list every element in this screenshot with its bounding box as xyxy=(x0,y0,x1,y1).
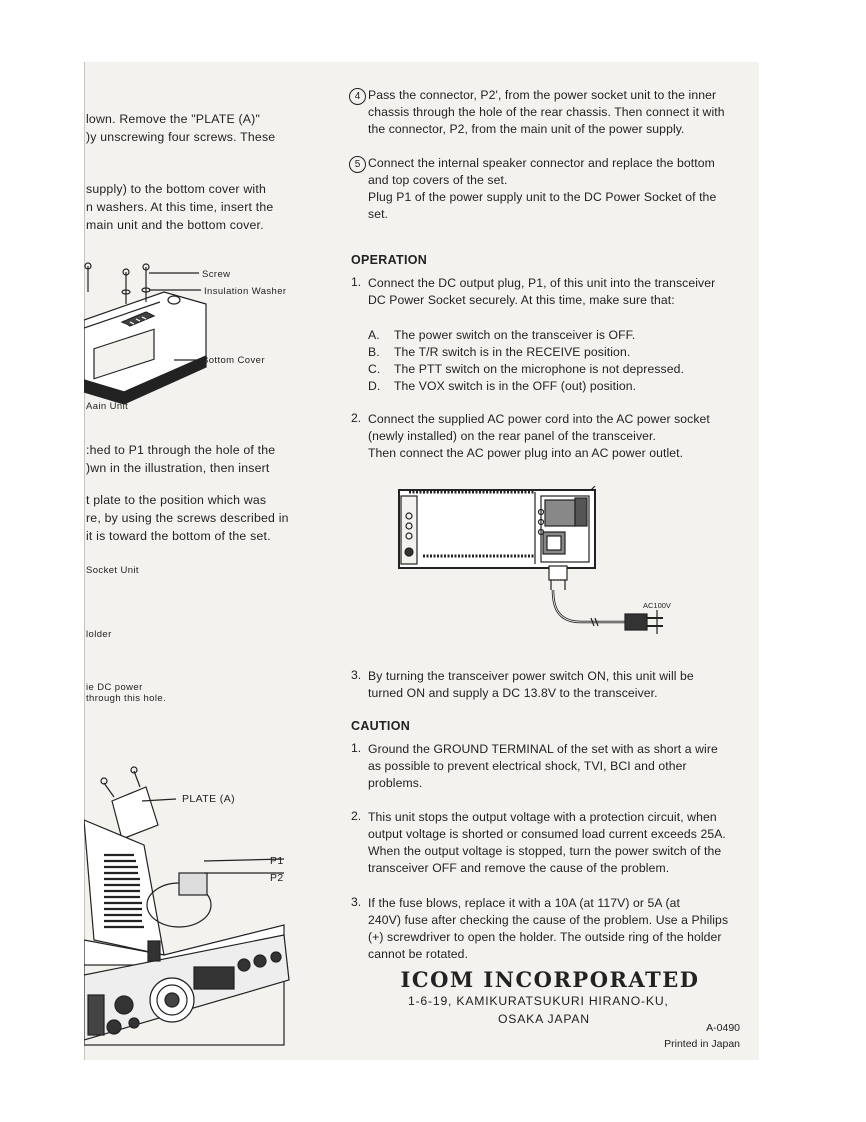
operation-3-text: By turning the transceiver power switch ON, this unit will be turned ON and supply a DC 13.8V to the transceiver. xyxy=(368,669,694,700)
address-line-1: 1-6-19, KAMIKURATSUKURI HIRANO-KU, xyxy=(408,994,669,1008)
operation-3-number: 3. xyxy=(351,668,362,682)
caution-2-text: This unit stops the output voltage with a protection circuit, when output voltage is shorted or consumed load current exceeds 25A. When the output voltage is stopped, turn the power switch of the transceiver OFF and remove the cause of the problem. xyxy=(368,810,726,875)
operation-1-number: 1. xyxy=(351,275,362,289)
check-d: D. The VOX switch is in the OFF (out) position. xyxy=(368,379,637,393)
caution-3-text: If the fuse blows, replace it with a 10A (at 117V) or 5A (at 240V) fuse after checking the cause of the problem. Use a Philips (+) screwdriver to open the holder. The outside ring of the holder cannot be rotated. xyxy=(368,896,729,961)
caution-heading: CAUTION xyxy=(351,719,411,733)
operation-heading: OPERATION xyxy=(351,253,428,267)
label-plate-a: PLATE (A) xyxy=(182,793,235,805)
left-para-3: :hed to P1 through the hole of the )wn in the illustration, then insert xyxy=(86,443,276,475)
plate-illustration xyxy=(84,765,294,1050)
printed-in: Printed in Japan xyxy=(664,1038,740,1050)
label-socket-unit: Socket Unit xyxy=(86,565,139,576)
label-holder: lolder xyxy=(86,629,112,640)
step-5-marker: 5 xyxy=(349,156,366,173)
caution-3-number: 3. xyxy=(351,895,362,909)
label-screw: Screw xyxy=(202,269,231,280)
left-para-2: supply) to the bottom cover with n washers. At this time, insert the main unit and the bottom cover. xyxy=(86,182,274,232)
bottom-cover-illustration xyxy=(84,262,304,407)
left-para-1: lown. Remove the "PLATE (A)" )y unscrewing four screws. These xyxy=(86,112,276,144)
label-p1: P1 xyxy=(270,855,284,867)
document-code: A-0490 xyxy=(706,1022,740,1034)
operation-2-number: 2. xyxy=(351,411,362,425)
address-line-2: OSAKA JAPAN xyxy=(498,1012,590,1026)
label-main-unit: Aain Unit xyxy=(86,401,129,412)
operation-1-text: Connect the DC output plug, P1, of this unit into the transceiver DC Power Socket securely. At this time, make sure that: xyxy=(368,276,716,307)
plug-label: AC100V xyxy=(643,601,671,610)
step-5-text: Connect the internal speaker connector and replace the bottom and top covers of the set. Plug P1 of the power supply unit to the DC Power Socket of the set. xyxy=(368,156,717,221)
left-para-4: t plate to the position which was re, by using the screws described in it is toward the bottom of the set. xyxy=(86,493,289,543)
caution-1-text: Ground the GROUND TERMINAL of the set with as short a wire as possible to prevent electrical shock, TVI, BCI and other problems. xyxy=(368,742,718,790)
label-insulation-washer: Insulation Washer xyxy=(204,286,287,297)
operation-2-text: Connect the supplied AC power cord into the AC power socket (newly installed) on the rear panel of the transceiver. Then connect the AC power plug into an AC power outlet. xyxy=(368,412,710,460)
rear-panel-illustration xyxy=(395,486,700,636)
check-a: A. The power switch on the transceiver is OFF. xyxy=(368,328,636,342)
step-4-text: Pass the connector, P2', from the power socket unit to the inner chassis through the hole of the rear chassis. Then connect it with the connector, P2, from the main unit of the power supply. xyxy=(368,88,725,136)
caution-1-number: 1. xyxy=(351,741,362,755)
label-bottom-cover: Bottom Cover xyxy=(202,355,265,366)
label-dc-power: ie DC power through this hole. xyxy=(86,682,167,704)
step-4-marker: 4 xyxy=(349,88,366,105)
check-b: B. The T/R switch is in the RECEIVE position. xyxy=(368,345,631,359)
label-p2: P2 xyxy=(270,872,284,884)
check-c: C. The PTT switch on the microphone is not depressed. xyxy=(368,362,684,376)
company-name: ICOM INCORPORATED xyxy=(400,967,700,992)
caution-2-number: 2. xyxy=(351,809,362,823)
